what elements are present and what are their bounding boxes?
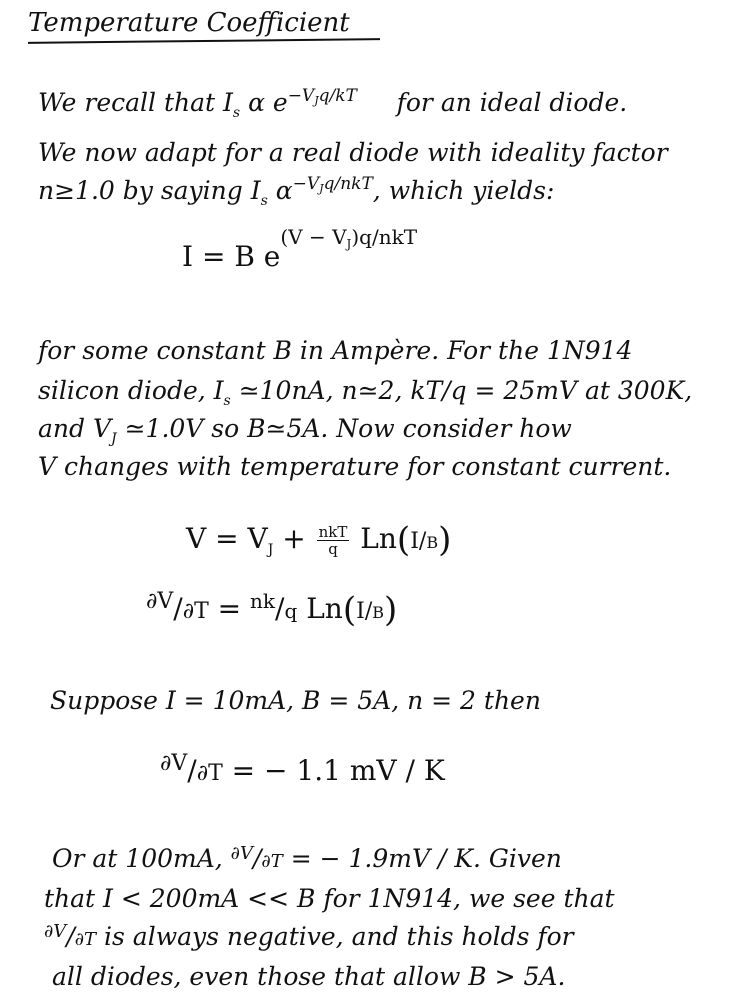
derivative-numerator: ∂V xyxy=(146,589,174,614)
ln-function: Ln xyxy=(306,592,343,625)
text-fragment: for an ideal diode. xyxy=(396,88,628,117)
rhs-numerator: nk xyxy=(250,589,276,613)
text-fragment: is always negative, and this holds for xyxy=(104,922,574,951)
text-line-5 xyxy=(38,376,692,410)
exponent: (V − VJ)q/nkT xyxy=(280,225,418,251)
derivative-denominator: ∂T xyxy=(74,929,97,950)
title-underline xyxy=(28,38,380,44)
text-fragment: ≃1.0V so B≃5A. Now consider how xyxy=(124,414,572,443)
text-line-2: We now adapt for a real diode with ideality factor xyxy=(38,138,668,167)
rhs-denominator: q xyxy=(284,599,298,623)
exponent: −VJq/nkT xyxy=(292,174,373,195)
equation-rhs: = − 1.1 mV / K xyxy=(231,754,445,787)
derivative-denominator: ∂T xyxy=(182,599,209,624)
text-line-10: $^{\partial V}$/∂T is always negative, and this holds for xyxy=(44,921,574,951)
text-fragment: We recall that I xyxy=(38,88,233,117)
equation-lhs: V = V xyxy=(186,522,268,555)
text-fragment: ≃10nA, n≃2, kT/q = 25mV at 300K, xyxy=(238,376,693,405)
text-line-4: for some constant B in Ampère. For the 1N914 xyxy=(38,336,633,365)
equation-lhs: I = B e xyxy=(182,240,281,273)
suppose-line: Suppose I = 10mA, B = 5A, n = 2 then xyxy=(50,686,541,715)
text-fragment: = − 1.9mV / K. Given xyxy=(290,844,562,873)
equation-3: $^{\partial V}$/∂T = $^{nk}$/q Ln(I/B) xyxy=(146,589,398,630)
text-fragment: α e xyxy=(248,88,288,117)
text-fragment: silicon diode, I xyxy=(38,376,224,405)
page-title: Temperature Coefficient xyxy=(28,8,350,38)
inner-denominator: B xyxy=(426,533,439,552)
inner-numerator: I xyxy=(410,529,419,554)
text-line-8: Or at 100mA, $^{\partial V}$/∂T = − 1.9mV / K. Given xyxy=(52,843,562,873)
fraction-nkT-over-q: $\frac{\text{nkT}}{q}$ xyxy=(318,523,348,558)
text-fragment: Or at 100mA, xyxy=(52,844,223,873)
equation-4: $^{\partial V}$/∂T = − 1.1 mV / K xyxy=(160,751,445,787)
text-line-11: all diodes, even those that allow B > 5A. xyxy=(52,962,566,991)
derivative-denominator: ∂T xyxy=(261,851,283,872)
text-fragment: α xyxy=(275,176,293,205)
text-line-9: that I < 200mA << B for 1N914, we see that xyxy=(44,884,615,913)
derivative-numerator: ∂V xyxy=(44,921,67,942)
text-fragment: and V xyxy=(38,414,112,443)
equals-sign: = xyxy=(217,592,242,625)
equation-1 xyxy=(182,225,418,277)
equation-2: $V = V_J$ + $\frac{\text{nkT}}{q}$ Ln(I/B) xyxy=(186,520,452,560)
exponent: −VJq/kT xyxy=(287,86,357,107)
plus-sign: + xyxy=(282,522,306,555)
text-line-1 xyxy=(38,88,627,123)
ln-function: Ln xyxy=(360,522,397,555)
text-fragment: , which yields: xyxy=(372,176,555,205)
subscript: J xyxy=(111,431,117,447)
inner-denominator: B xyxy=(372,603,384,622)
derivative-numerator: ∂V xyxy=(230,843,253,864)
subscript: s xyxy=(260,193,268,209)
text-line-7: V changes with temperature for constant current. xyxy=(38,452,672,481)
text-line-6 xyxy=(38,414,572,448)
derivative-denominator: ∂T xyxy=(196,761,223,786)
derivative-numerator: ∂V xyxy=(160,751,188,776)
subscript: s xyxy=(223,393,231,409)
text-fragment: n≥1.0 by saying I xyxy=(38,176,261,205)
subscript: J xyxy=(267,542,274,558)
inner-numerator: I xyxy=(356,599,365,624)
subscript: s xyxy=(232,105,241,121)
text-line-3 xyxy=(38,176,554,211)
